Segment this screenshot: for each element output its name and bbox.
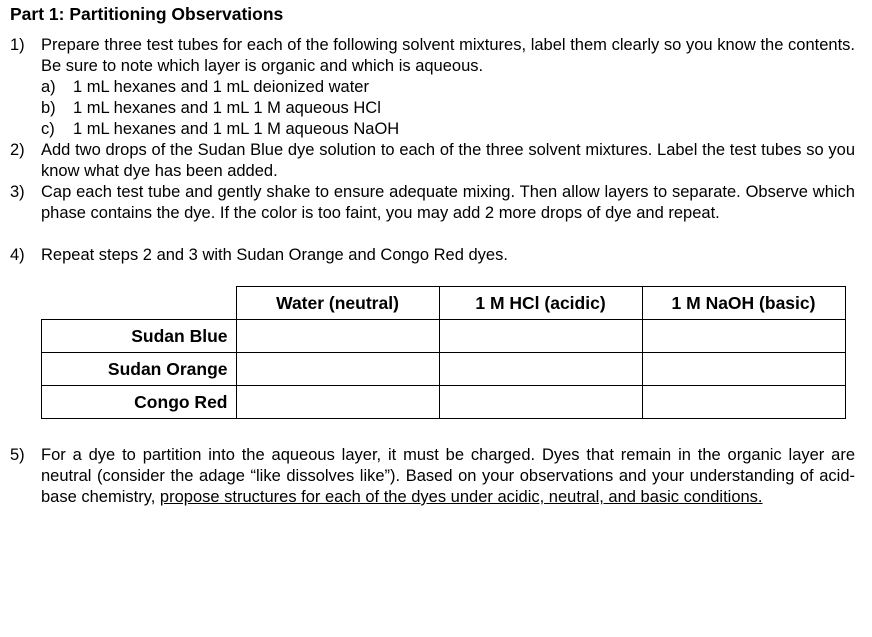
step-number: 2) xyxy=(10,141,25,159)
step-1 xyxy=(10,35,855,140)
observation-cell[interactable] xyxy=(439,353,642,386)
step-number: 1) xyxy=(10,36,25,54)
step-text: Cap each test tube and gently shake to ensure adequate mixing. Then allow layers to separate. Observe which phase contains the dye. If the color is too faint, you may add 2 more drops of dye and repeat. xyxy=(41,183,855,222)
sub-step-text: 1 mL hexanes and 1 mL 1 M aqueous NaOH xyxy=(73,120,400,138)
sub-step-text: 1 mL hexanes and 1 mL deionized water xyxy=(73,78,369,96)
column-header-naoh: 1 M NaOH (basic) xyxy=(642,287,845,320)
observation-table xyxy=(41,286,846,419)
observation-cell[interactable] xyxy=(642,320,845,353)
step-number: 4) xyxy=(10,246,25,264)
sub-step-letter: a) xyxy=(41,78,56,96)
column-header-hcl: 1 M HCl (acidic) xyxy=(439,287,642,320)
step-text: For a dye to partition into the aqueous layer, it must be charged. Dyes that remain in the organic layer are neutral (consider the adage “like dissolves like”). Based on your observations and your understanding of acid-base chemistry, xyxy=(41,446,855,506)
section-title: Part 1: Partitioning Observations xyxy=(10,4,284,24)
observation-cell[interactable] xyxy=(236,386,439,419)
table-corner-cell xyxy=(42,287,237,320)
table-row xyxy=(42,386,846,419)
sub-step-c xyxy=(41,119,855,140)
sub-step-b xyxy=(41,98,855,119)
observation-cell[interactable] xyxy=(439,386,642,419)
sub-step-text: 1 mL hexanes and 1 mL 1 M aqueous HCl xyxy=(73,99,381,117)
column-header-water: Water (neutral) xyxy=(236,287,439,320)
table-row xyxy=(42,320,846,353)
row-label-sudan-orange: Sudan Orange xyxy=(42,353,237,386)
sub-step-letter: c) xyxy=(41,120,55,138)
table-header-row xyxy=(42,287,846,320)
observation-cell[interactable] xyxy=(642,353,845,386)
step-2 xyxy=(10,140,855,182)
step-number: 5) xyxy=(10,446,25,464)
sub-step-a xyxy=(41,77,855,98)
step-text: Repeat steps 2 and 3 with Sudan Orange and Congo Red dyes. xyxy=(41,246,508,264)
step-3 xyxy=(10,182,855,224)
step-number: 3) xyxy=(10,183,25,201)
observation-cell[interactable] xyxy=(439,320,642,353)
sub-step-letter: b) xyxy=(41,99,56,117)
row-label-congo-red: Congo Red xyxy=(42,386,237,419)
step-4 xyxy=(10,245,855,266)
step-text: Prepare three test tubes for each of the following solvent mixtures, label them clearly so you know the contents. Be sure to note which layer is organic and which is aqueous. xyxy=(41,36,855,75)
step-text: Add two drops of the Sudan Blue dye solution to each of the three solvent mixtures. Label the test tubes so you know what dye has been added. xyxy=(41,141,855,180)
observation-cell[interactable] xyxy=(642,386,845,419)
row-label-sudan-blue: Sudan Blue xyxy=(42,320,237,353)
observation-cell[interactable] xyxy=(236,353,439,386)
step-5 xyxy=(10,445,855,508)
observation-cell[interactable] xyxy=(236,320,439,353)
underlined-instruction: propose structures for each of the dyes under acidic, neutral, and basic conditions. xyxy=(159,488,763,506)
table-row xyxy=(42,353,846,386)
